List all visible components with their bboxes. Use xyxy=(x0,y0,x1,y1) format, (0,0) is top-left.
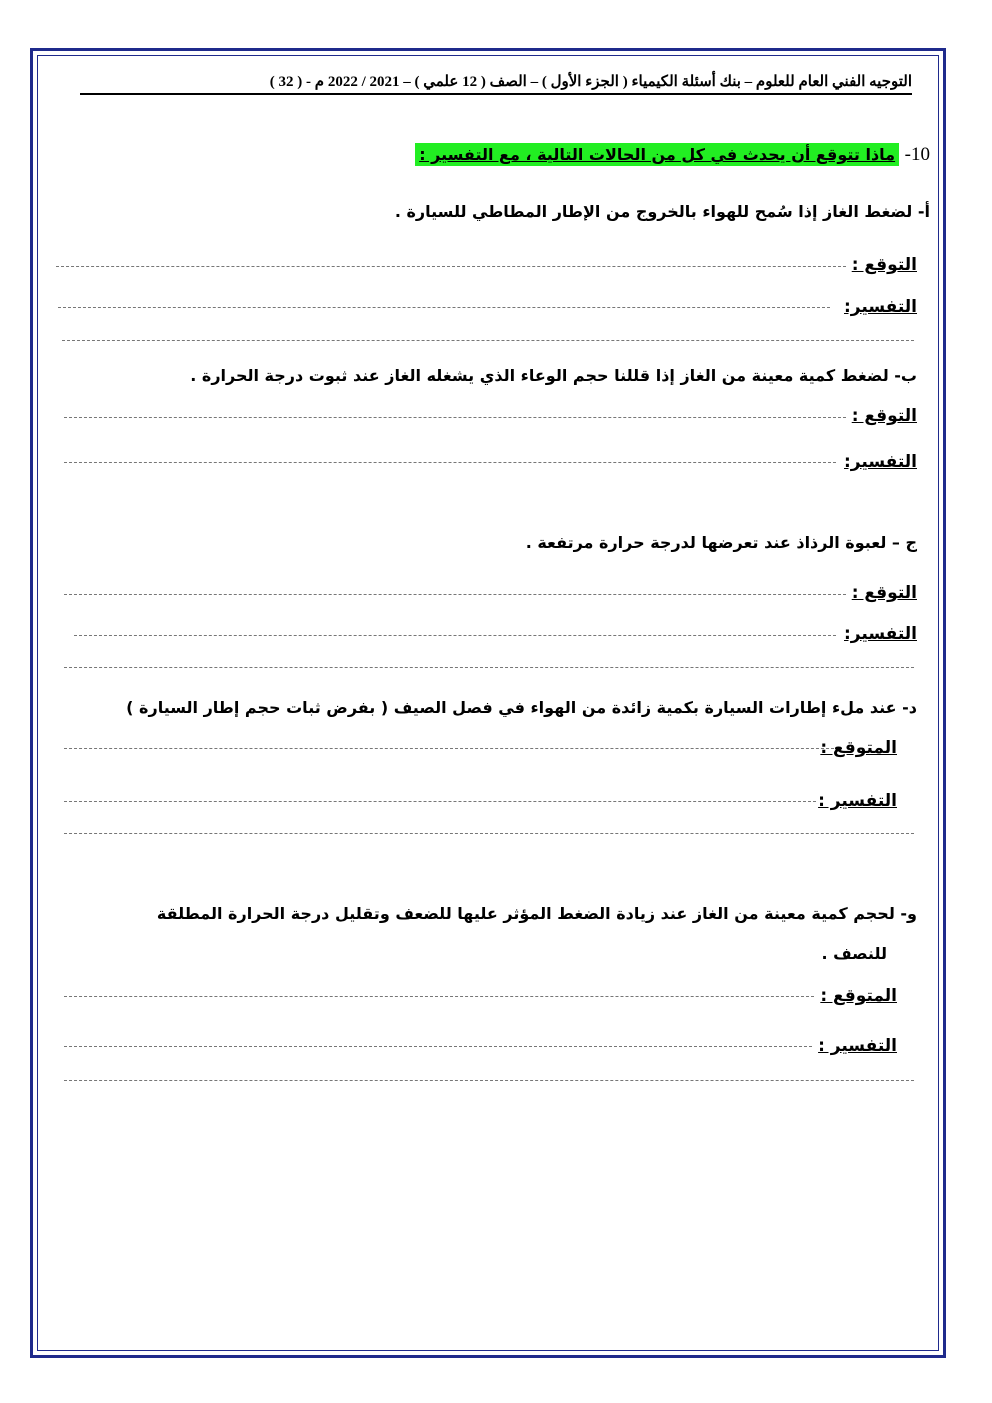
question-text: ماذا تتوقع أن يحدث في كل من الحالات التالية ، مع التفسير : xyxy=(415,143,899,166)
answer-line[interactable] xyxy=(64,996,814,997)
expect-label-e: المتوقع : xyxy=(820,986,897,1006)
question-10-title xyxy=(415,144,930,166)
item-b: ب- لضغط كمية معينة من الغاز إذا قللنا حجم الوعاء الذي يشغله الغاز عند ثبوت درجة الحرارة . xyxy=(190,366,917,385)
explain-label-e: التفسير : xyxy=(818,1036,897,1056)
answer-line[interactable] xyxy=(74,635,836,636)
answer-line[interactable] xyxy=(64,462,836,463)
answer-line[interactable] xyxy=(58,307,830,308)
answer-line[interactable] xyxy=(64,667,914,668)
explain-label-a: التفسير: xyxy=(844,297,917,317)
expect-label-b: التوقع : xyxy=(851,406,917,426)
item-a: أ- لضغط الغاز إذا سُمح للهواء بالخروج من الإطار المطاطي للسيارة . xyxy=(394,202,930,221)
answer-line[interactable] xyxy=(64,417,846,418)
item-d: د- عند ملء إطارات السيارة بكمية زائدة من الهواء في فصل الصيف ( بفرض ثبات حجم إطار السيارة ) xyxy=(126,698,917,717)
expect-label-d: المتوقع : xyxy=(820,738,897,758)
expect-label-c: التوقع : xyxy=(851,583,917,603)
answer-line[interactable] xyxy=(64,1046,812,1047)
item-e-line2: للنصف . xyxy=(821,944,887,963)
explain-label-b: التفسير: xyxy=(844,452,917,472)
explain-label-d: التفسير : xyxy=(818,791,897,811)
answer-line[interactable] xyxy=(64,833,914,834)
expect-label-a: التوقع : xyxy=(851,255,917,275)
item-c: ج – لعبوة الرذاذ عند تعرضها لدرجة حرارة مرتفعة . xyxy=(525,533,917,552)
answer-line[interactable] xyxy=(64,748,834,749)
answer-line[interactable] xyxy=(64,801,816,802)
item-e-line1: و- لحجم كمية معينة من الغاز عند زيادة الضغط المؤثر عليها للضعف وتقليل درجة الحرارة المطلقة xyxy=(156,904,917,923)
answer-line[interactable] xyxy=(62,340,914,341)
question-number: 10- xyxy=(904,144,930,165)
explain-label-c: التفسير: xyxy=(844,624,917,644)
answer-line[interactable] xyxy=(56,266,846,267)
page-header: التوجيه الفني العام للعلوم – بنك أسئلة الكيمياء ( الجزء الأول ) – الصف ( 12 علمي ) – 2021 / 2022 م - ( 32 ) xyxy=(80,72,912,95)
answer-line[interactable] xyxy=(64,1080,914,1081)
answer-line[interactable] xyxy=(64,594,846,595)
